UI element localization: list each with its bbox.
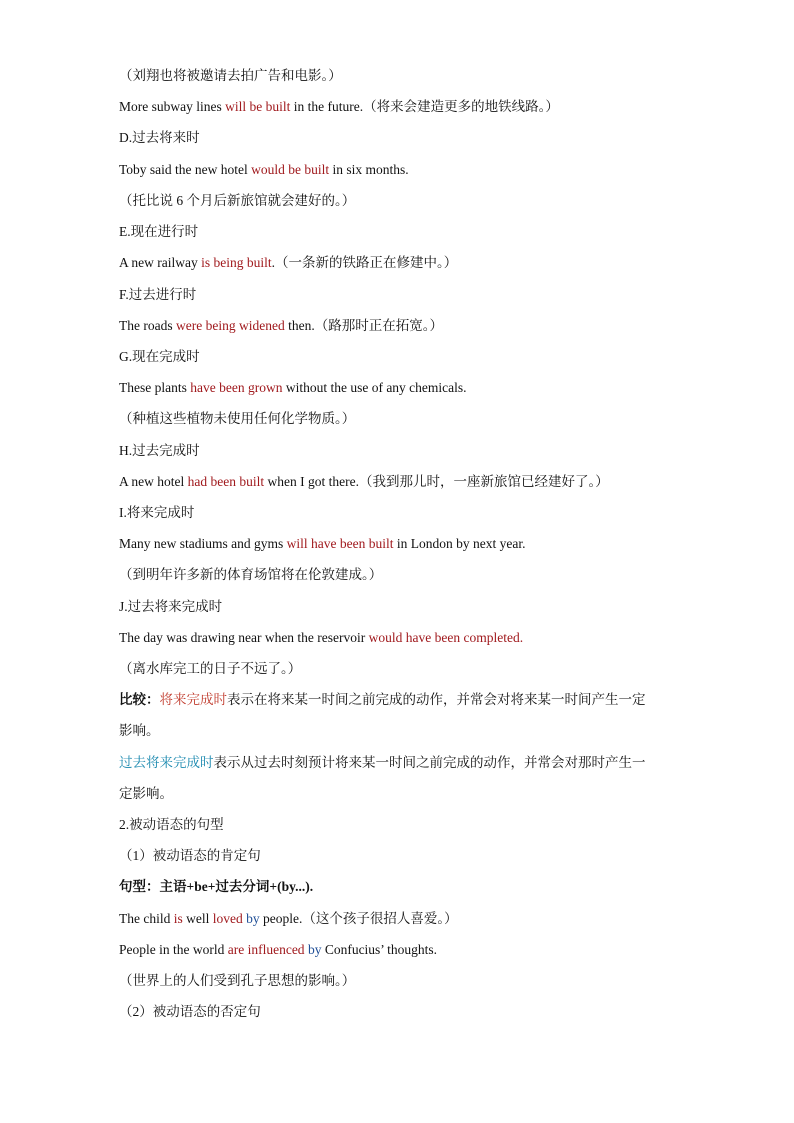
text-segment: 2.被动语态的句型 [119,817,224,832]
text-segment: D.过去将来时 [119,130,200,145]
example-subway-lines [119,97,684,117]
text-segment: （到明年许多新的体育场馆将在伦敦建成。） [119,567,383,582]
example-translation-stadiums [119,565,684,585]
example-reservoir [119,628,684,648]
text-segment: .（一条新的铁路正在修建中。） [271,255,458,270]
text-segment: well [182,911,213,926]
heading-past-continuous [119,285,684,305]
text-segment: without the use of any chemicals. [282,380,467,395]
text-segment: in six months. [329,162,409,177]
comparison-line-2 [119,721,684,741]
subsection-negative [119,1002,684,1022]
text-segment: E.现在进行时 [119,224,199,239]
heading-present-perfect [119,347,684,367]
heading-present-continuous [119,222,684,242]
example-roads [119,316,684,336]
text-segment: when I got there.（我到那儿时，一座新旅馆已经建好了。） [264,474,609,489]
text-segment: People in the world [119,942,228,957]
text-segment: More subway lines [119,99,226,114]
text-segment: Toby said the new hotel [119,162,252,177]
text-segment: have been grown [190,380,283,395]
example-toby-hotel [119,160,684,180]
heading-future-perfect [119,503,684,523]
text-segment: J.过去将来完成时 [119,599,223,614]
text-segment: would have been completed. [368,630,524,645]
example-translation-toby [119,191,684,211]
text-segment: would be built [251,162,330,177]
text-segment: will have been built [286,536,394,551]
text-segment: A new hotel [119,474,188,489]
text-segment: loved [212,911,243,926]
text-segment: is [173,911,183,926]
text-segment: The day was drawing near when the reservoir [119,630,369,645]
text-segment: in London by next year. [393,536,526,551]
comparison-line-1 [119,690,684,710]
text-segment: in the future.（将来会建造更多的地铁线路。） [290,99,559,114]
pattern-affirmative [119,877,684,897]
heading-past-future [119,128,684,148]
text-segment: Many new stadiums and gyms [119,536,287,551]
text-segment: 影响。 [119,723,160,738]
text-segment: （离水库完工的日子不远了。） [119,661,302,676]
text-segment: G.现在完成时 [119,349,200,364]
text-segment: were being widened [175,318,285,333]
example-translation-reservoir [119,659,684,679]
text-segment: （种植这些植物未使用任何化学物质。） [119,411,356,426]
text-segment: The child [119,911,174,926]
example-plants [119,378,684,398]
text-segment: （世界上的人们受到孔子思想的影响。） [119,973,356,988]
comparison-line-3 [119,753,684,773]
heading-past-perfect [119,441,684,461]
example-translation-confucius [119,971,684,991]
text-segment: H.过去完成时 [119,443,200,458]
example-translation-plants [119,409,684,429]
text-segment: The roads [119,318,176,333]
text-segment: 句型：主语+be+过去分词+(by...). [119,879,314,894]
text-segment: （刘翔也将被邀请去拍广告和电影。） [119,68,342,83]
text-segment: F.过去进行时 [119,287,197,302]
text-segment: 过去将来完成时 [119,755,214,770]
section-passive-sentence-patterns [119,815,684,835]
text-segment: 定影响。 [119,786,173,801]
text-segment: （2）被动语态的否定句 [119,1004,261,1019]
text-segment: 表示从过去时刻预计将来某一时间之前完成的动作，并常会对那时产生一 [213,755,646,770]
text-segment: are influenced [227,942,305,957]
text-segment: 表示在将来某一时间之前完成的动作，并常会对将来某一时间产生一定 [227,692,646,707]
text-segment: will be built [225,99,291,114]
text-segment: had been built [187,474,265,489]
text-segment: （1）被动语态的肯定句 [119,848,261,863]
text-segment: I.将来完成时 [119,505,195,520]
text-segment: 将来完成时 [159,692,227,707]
text-segment: A new railway [119,255,202,270]
heading-past-future-perfect [119,597,684,617]
text-segment: people.（这个孩子很招人喜爱。） [259,911,458,926]
text-segment: by [246,911,260,926]
example-railway [119,253,684,273]
example-new-hotel [119,472,684,492]
subsection-affirmative [119,846,684,866]
text-segment: （托比说 6 个月后新旅馆就会建好的。） [119,193,356,208]
text-segment: by [307,942,322,957]
text-segment: 比较： [119,692,160,707]
text-segment: Confucius’ thoughts. [321,942,438,957]
example-child [119,909,684,929]
comparison-line-4 [119,784,684,804]
example-translation-liu-xiang [119,66,684,86]
example-stadiums [119,534,684,554]
text-segment: then.（路那时正在拓宽。） [284,318,443,333]
text-segment: These plants [119,380,191,395]
text-segment: is being built [201,255,272,270]
example-confucius [119,940,684,960]
